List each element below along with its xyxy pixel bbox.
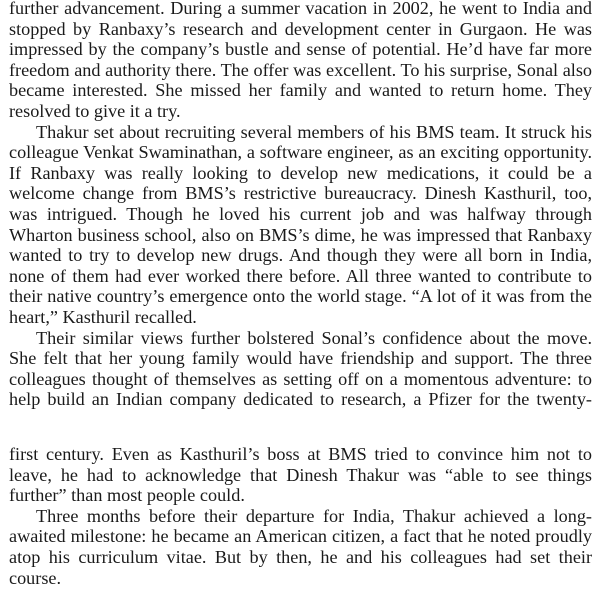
paragraph-american-citizen: Three months before their departure for India, Thakur achieved a long-awaited milestone: he became an American citizen, a fact that he noted proudly atop his curriculum vitae. But by then, he and his colleagues had set their course. <box>9 505 592 588</box>
paragraph-first-century: first century. Even as Kasthuril’s boss at BMS tried to convince him not to leave, he had to acknowledge that Dinesh Thakur was “able to see things further” than most people could. <box>9 444 592 506</box>
bottom-text-section <box>9 444 592 588</box>
top-text-section <box>9 0 592 410</box>
paragraph-further-advancement: further advancement. During a summer vacation in 2002, he went to India and stopped by Ranbaxy’s research and development center in Gurgaon. He was impressed by the company’s bustle and sense of potential. He’d have far more freedom and authority there. The offer was excellent. To his surprise, Sonal also became interested. She missed her family and wanted to return home. They resolved to give it a try. <box>9 0 592 121</box>
paragraph-similar-views: Their similar views further bolstered Sonal’s confidence about the move. She felt that her young family would have friendship and support. The three colleagues thought of themselves as setting off on a momentous adventure: to help build an Indian company dedicated to research, a Pfizer for the twenty- <box>9 327 592 410</box>
paragraph-recruiting-team: Thakur set about recruiting several members of his BMS team. It struck his colleague Venkat Swaminathan, a software engineer, as an exciting opportunity. If Ranbaxy was really looking to develop new medications, it could be a welcome change from BMS’s restrictive bureaucracy. Dinesh Kasthuril, too, was intrigued. Though he loved his current job and was halfway through Wharton business school, also on BMS’s dime, he was impressed that Ranbaxy wanted to try to develop new drugs. And though they were all born in India, none of them had ever worked there before. All three wanted to contribute to their native country’s emergence onto the world stage. “A lot of it was from the heart,” Kasthuril recalled. <box>9 121 592 327</box>
